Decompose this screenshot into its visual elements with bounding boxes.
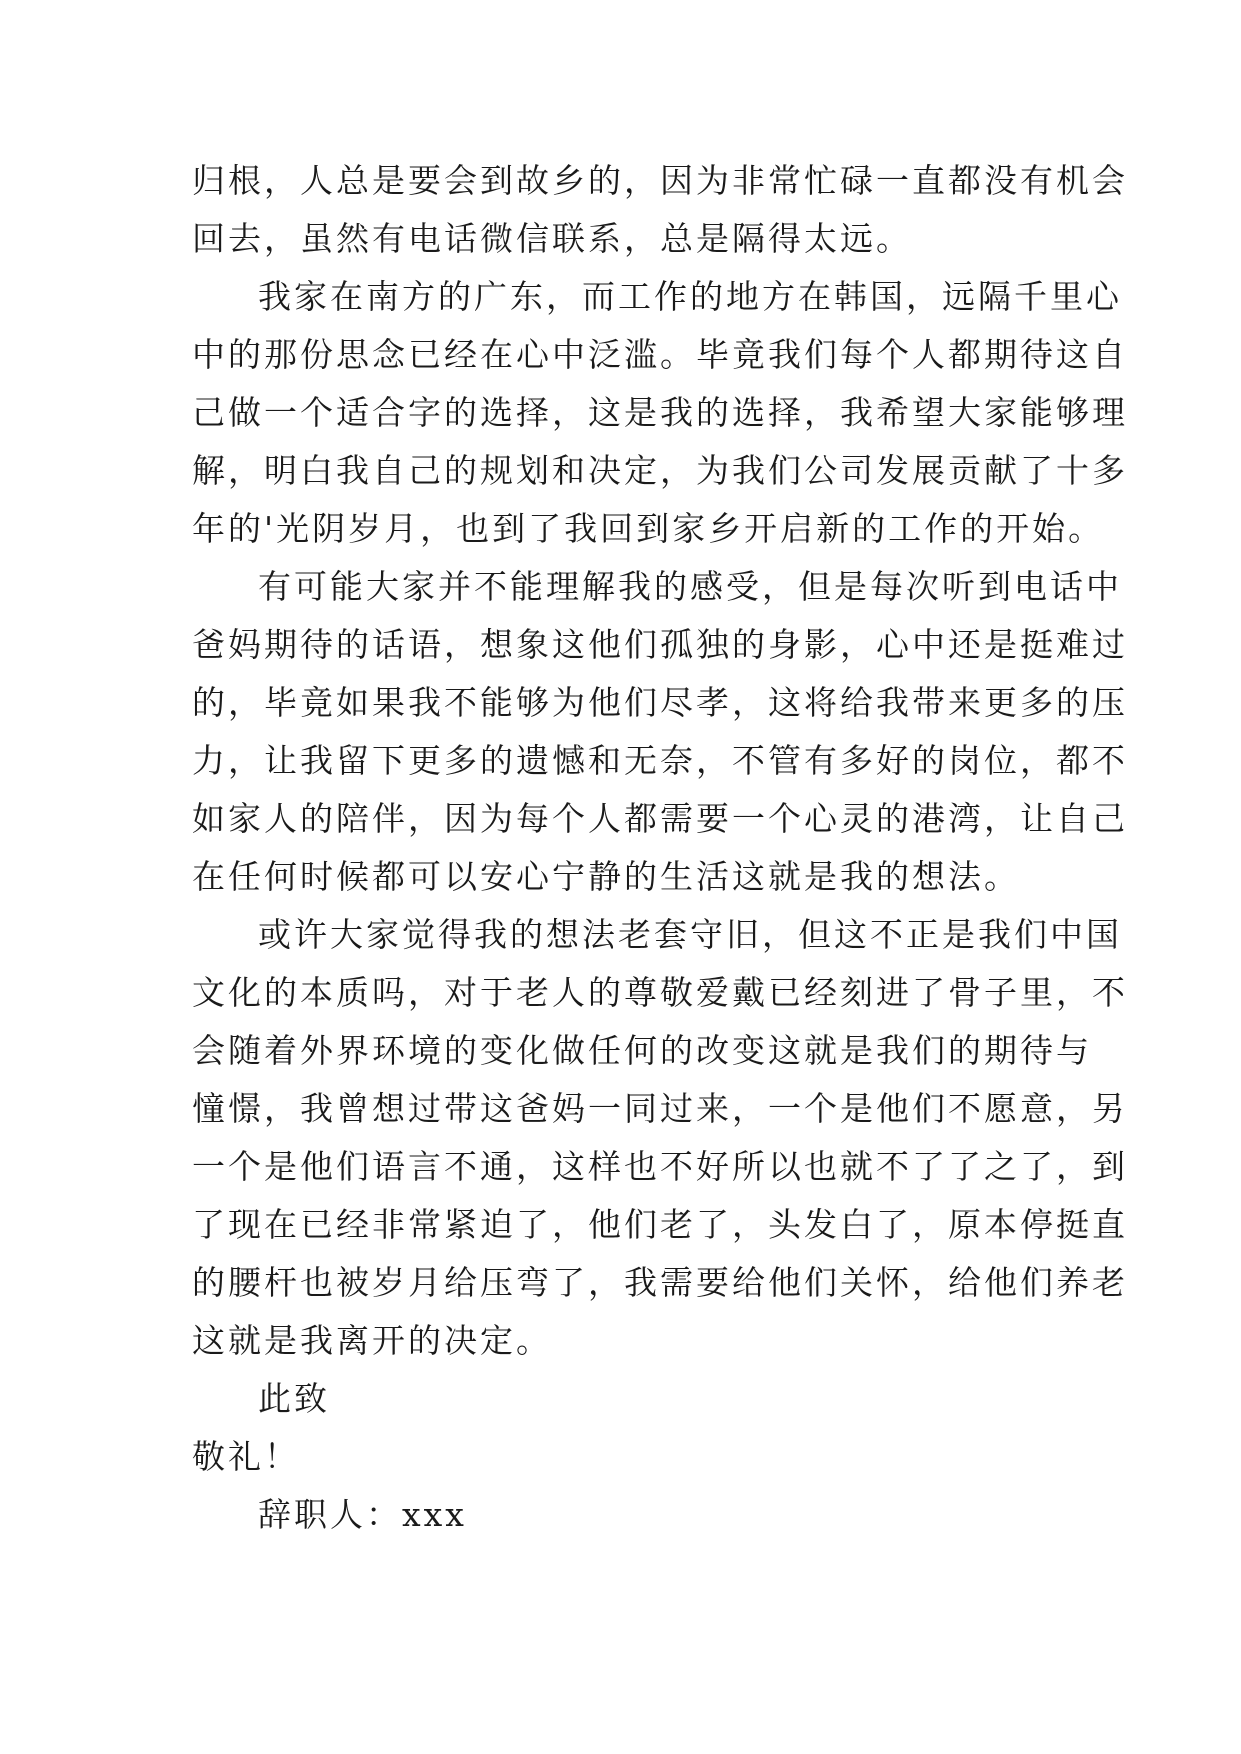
text-line: 我家在南方的广东，而工作的地方在韩国，远隔千里心: [258, 277, 1122, 316]
text-line: 己做一个适合字的选择，这是我的选择，我希望大家能够理: [192, 393, 1128, 432]
text-line: 文化的本质吗，对于老人的尊敬爱戴已经刻进了骨子里，不: [192, 973, 1128, 1012]
text-line: 有可能大家并不能理解我的感受，但是每次听到电话中: [258, 567, 1122, 606]
paragraph-2: [192, 268, 1128, 558]
text-line: 归根，人总是要会到故乡的，因为非常忙碌一直都没有机会: [192, 161, 1128, 200]
text-line: 憧憬，我曾想过带这爸妈一同过来，一个是他们不愿意，另: [192, 1089, 1128, 1128]
text-line: 的，毕竟如果我不能够为他们尽孝，这将给我带来更多的压: [192, 683, 1128, 722]
paragraph-4: [192, 906, 1128, 1370]
text-line: 力，让我留下更多的遗憾和无奈，不管有多好的岗位，都不: [192, 741, 1128, 780]
regards: 敬礼！: [192, 1437, 300, 1476]
signature: 辞职人：xxx: [258, 1495, 467, 1534]
paragraph-1: [192, 152, 1128, 268]
text-line: 解，明白我自己的规划和决定，为我们公司发展贡献了十多: [192, 451, 1128, 490]
text-line: 回去，虽然有电话微信联系，总是隔得太远。: [192, 219, 912, 258]
text-line: 的腰杆也被岁月给压弯了，我需要给他们关怀，给他们养老: [192, 1263, 1128, 1302]
text-line: 会随着外界环境的变化做任何的改变这就是我们的期待与: [192, 1031, 1092, 1070]
text-line: 或许大家觉得我的想法老套守旧，但这不正是我们中国: [258, 915, 1122, 954]
letter-body: [192, 152, 1128, 1544]
letter-closing: [192, 1370, 1062, 1544]
text-line: 了现在已经非常紧迫了，他们老了，头发白了，原本停挺直: [192, 1205, 1128, 1244]
paragraph-3: [192, 558, 1128, 906]
text-line: 如家人的陪伴，因为每个人都需要一个心灵的港湾，让自己: [192, 799, 1128, 838]
text-line: 爸妈期待的话语，想象这他们孤独的身影，心中还是挺难过: [192, 625, 1128, 664]
text-line: 中的那份思念已经在心中泛滥。毕竟我们每个人都期待这自: [192, 335, 1128, 374]
salutation: 此致: [258, 1379, 330, 1418]
text-line: 年的'光阴岁月，也到了我回到家乡开启新的工作的开始。: [192, 509, 1105, 548]
text-line: 一个是他们语言不通，这样也不好所以也就不了了之了，到: [192, 1147, 1128, 1186]
text-line: 在任何时候都可以安心宁静的生活这就是我的想法。: [192, 857, 1020, 896]
text-line: 这就是我离开的决定。: [192, 1321, 552, 1360]
